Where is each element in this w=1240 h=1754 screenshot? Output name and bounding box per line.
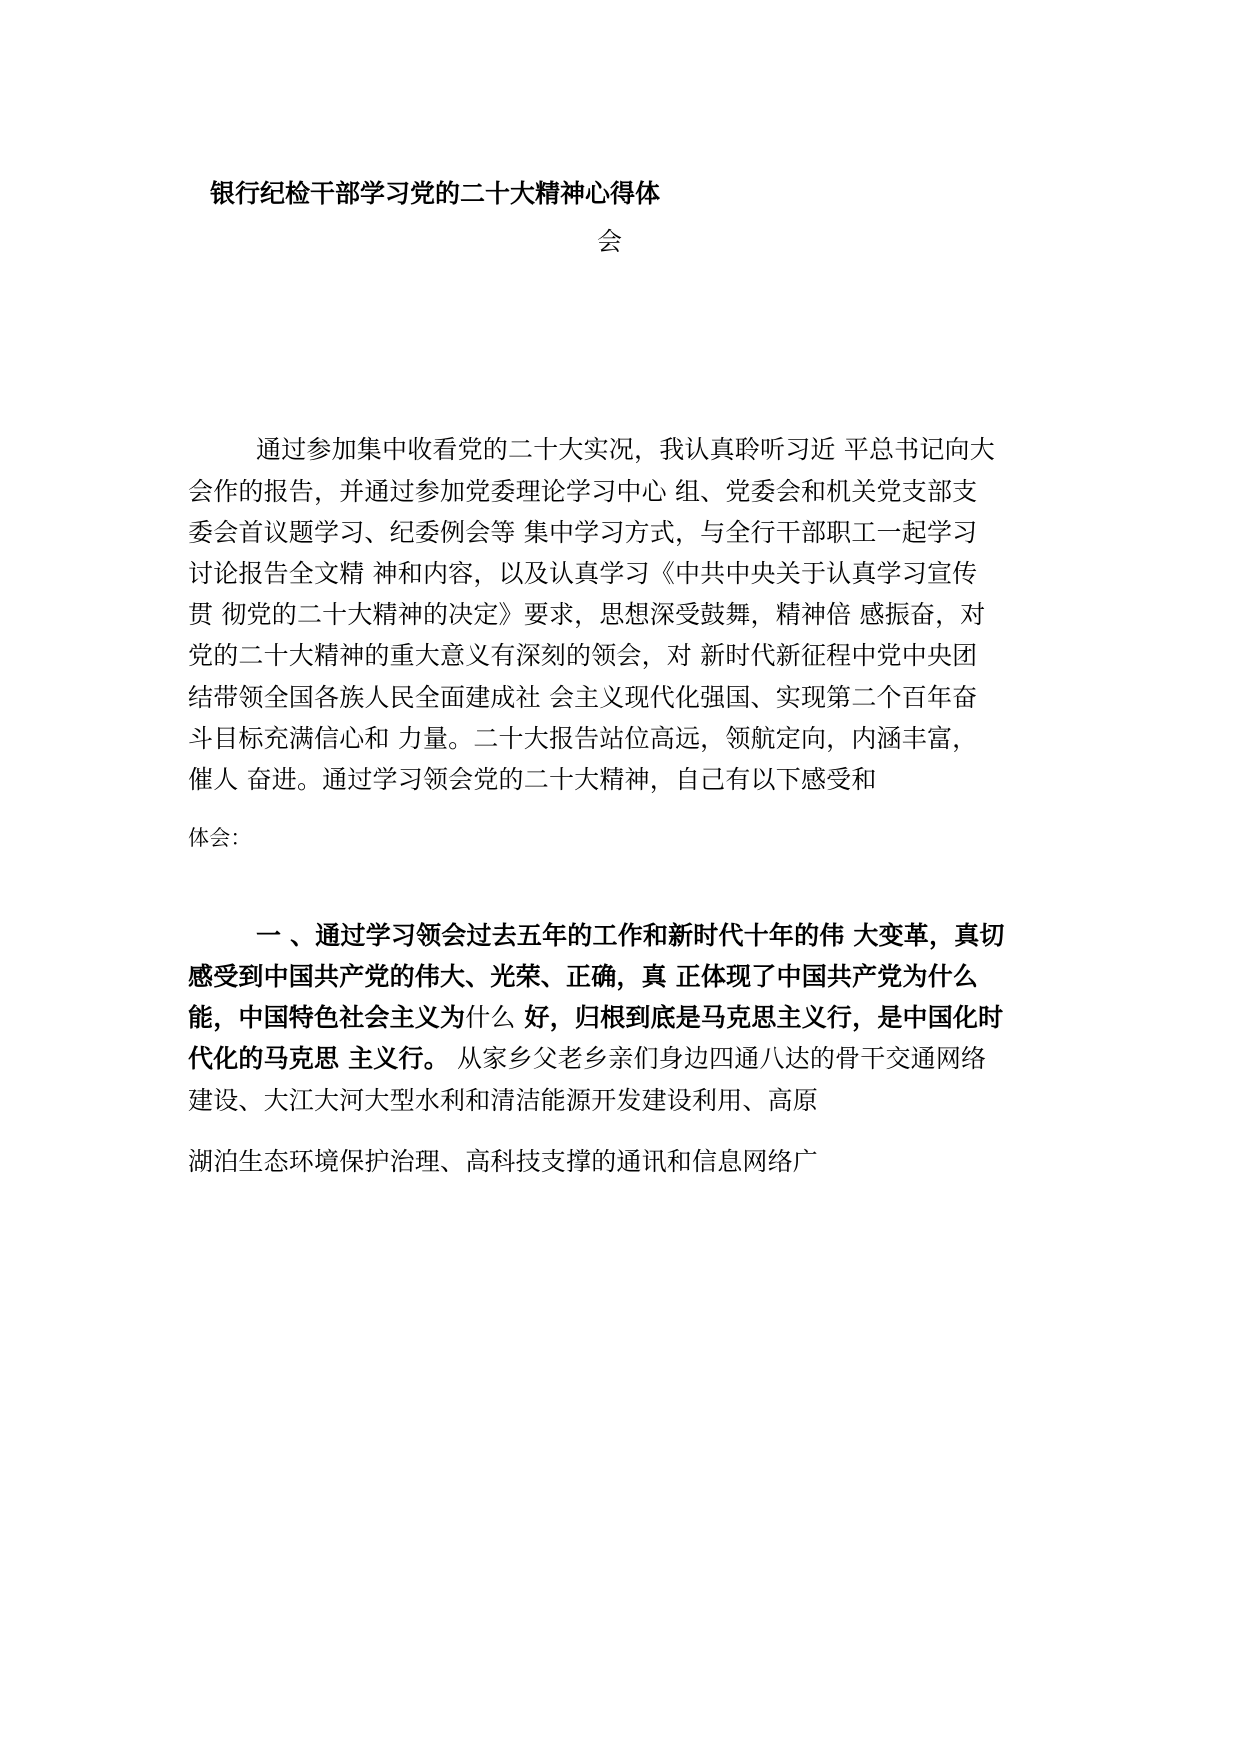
paragraph-line: 党的二十大精神的重大意义有深刻的领会，对 新时代新征程中党中央团: [188, 641, 978, 670]
paragraph-line: 催人 奋进。通过学习领会党的二十大精神，自己有以下感受和: [188, 765, 877, 794]
heading-line: 感受到中国共产党的伟大、光荣、正确，真 正体现了中国共产党为什么: [188, 962, 979, 991]
inline-text: 什么: [465, 1003, 516, 1032]
paragraph-line: 会作的报告，并通过参加党委理论学习中心 组、党委会和机关党支部支: [188, 477, 978, 506]
paragraph-line: 斗目标充满信心和 力量。二十大报告站位高远，领航定向，内涵丰富，: [188, 724, 978, 753]
document-title: 银行纪检干部学习党的二十大精神心得体: [210, 179, 661, 208]
paragraph-line: [188, 1041, 986, 1077]
paragraph-line: 贯 彻党的二十大精神的决定》要求，思想深受鼓舞，精神倍 感振奋，对: [188, 600, 986, 629]
heading-line: 一 、通过学习领会过去五年的工作和新时代十年的伟 大变革，真切: [256, 921, 1005, 950]
paragraph-line: 委会首议题学习、纪委例会等 集中学习方式，与全行干部职工一起学习: [188, 518, 978, 547]
heading-text: 代化的马克思 主义行。: [188, 1044, 449, 1073]
heading-text: 好，归根到底是马克思主义行，是中国化时: [515, 1003, 1004, 1032]
paragraph-line: 讨论报告全文精 神和内容，以及认真学习《中共中央关于认真学习宣传: [188, 559, 978, 588]
paragraph-line: 建设、大江大河大型水利和清洁能源开发建设利用、高原: [188, 1086, 819, 1115]
paragraph-line: [188, 1000, 1003, 1036]
heading-text: 能，中国特色社会主义为: [188, 1003, 466, 1032]
document-title-continuation: 会: [597, 227, 623, 256]
paragraph-line: 通过参加集中收看党的二十大实况，我认真聆听习近 平总书记向大: [256, 435, 995, 464]
paragraph-line: 湖泊生态环境保护治理、高科技支撑的通讯和信息网络广: [188, 1147, 819, 1176]
paragraph-line: 结带领全国各族人民全面建成社 会主义现代化强国、实现第二个百年奋: [188, 683, 978, 712]
inline-text: 从家乡父老乡亲们身边四通八达的骨干交通网络: [448, 1044, 987, 1073]
paragraph-line: 体会：: [188, 826, 252, 850]
